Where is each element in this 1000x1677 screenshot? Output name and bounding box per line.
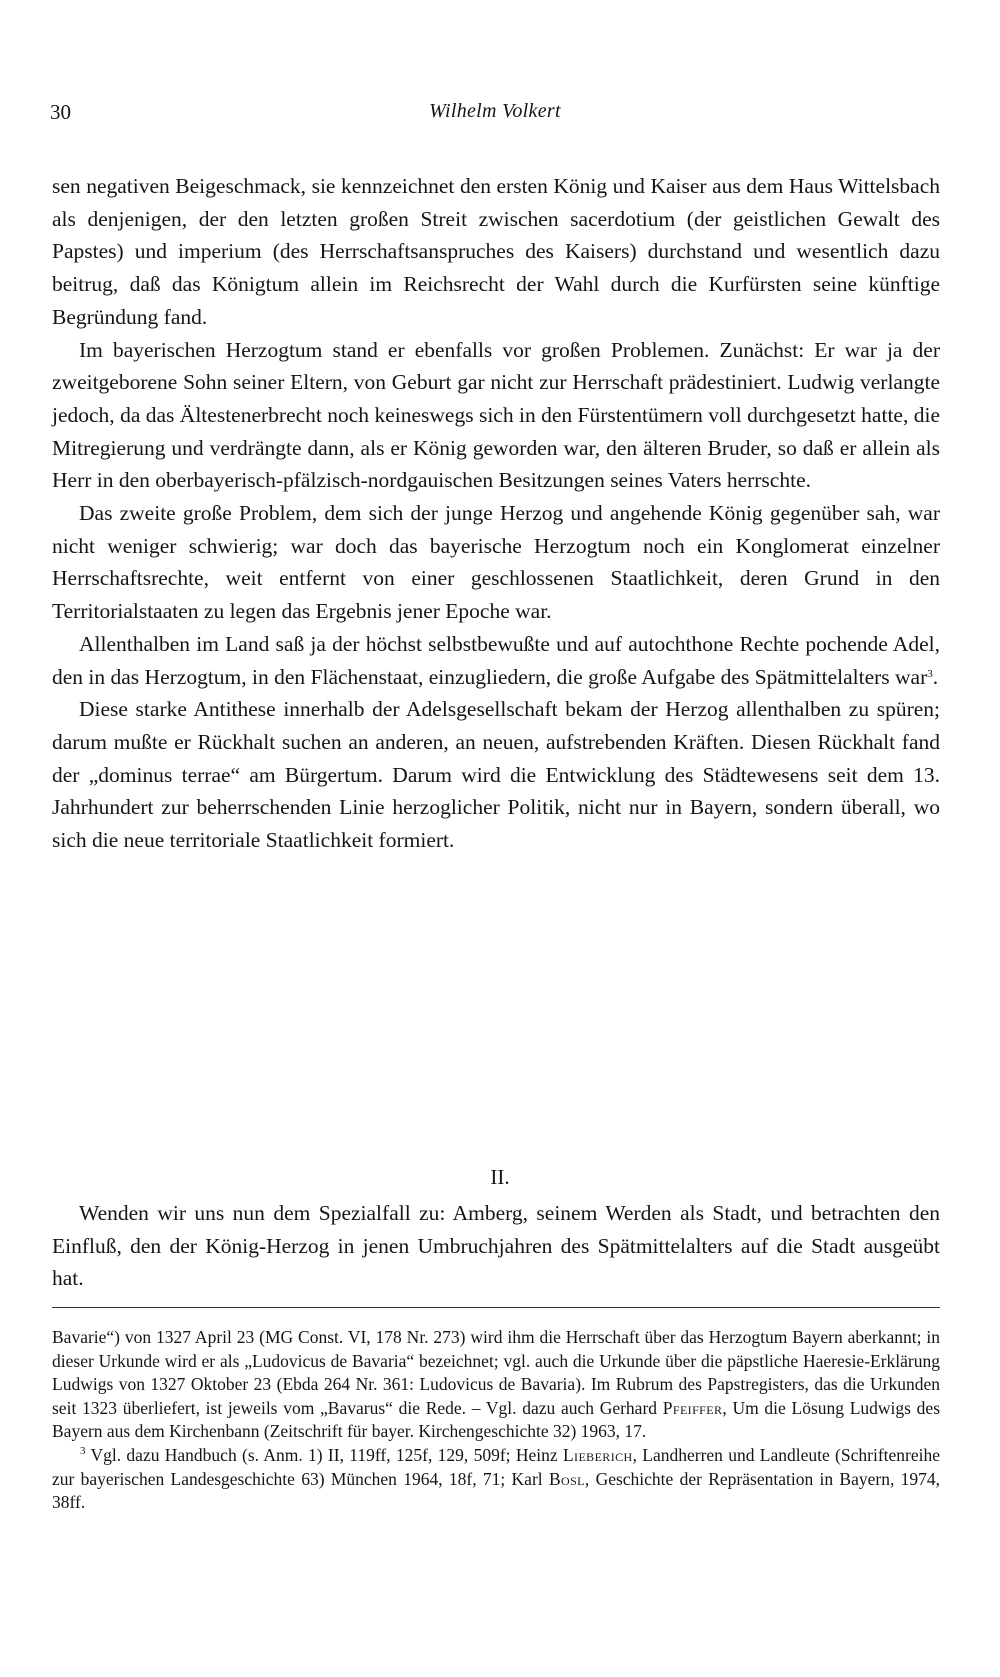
author-name: Bosl xyxy=(548,1468,585,1489)
running-head: Wilhelm Volkert xyxy=(429,100,561,122)
footnote-text: , Landherren und Landleute (Schriftenreihe zur bayerischen Landesgeschichte 63) München 1964, 18f, 71; Karl xyxy=(52,1444,941,1489)
footnotes xyxy=(52,1326,940,1515)
body-text xyxy=(52,170,940,857)
footnote-continuation xyxy=(52,1326,940,1444)
section-heading: II. xyxy=(490,1165,510,1189)
footnote-text: Vgl. dazu Handbuch (s. Anm. 1) II, 119ff, 125f, 129, 509f; Heinz xyxy=(85,1444,563,1465)
paragraph: Diese starke Antithese innerhalb der Adelsgesellschaft bekam der Herzog allenthalben zu spüren; darum mußte er Rückhalt suchen an anderen, an neuen, aufstrebenden Kräften. Diesen Rückhalt fand der „dominus terrae“ am Bürgertum. Darum wird die Entwicklung des Städtewesens seit dem 13. Jahrhundert zur beherrschenden Linie herzoglicher Politik, nicht nur in Bayern, sondern überall, wo sich die neue territoriale Staatlichkeit formiert. xyxy=(52,697,940,853)
paragraph-text: Allenthalben im Land saß ja der höchst selbstbewußte und auf autochthone Rechte pochende Adel, den in das Herzogtum, in den Flächenstaat, einzugliedern, die große Aufgabe des Spätmittelalters war xyxy=(52,631,940,689)
paragraph: Im bayerischen Herzogtum stand er ebenfalls vor großen Problemen. Zunächst: Er war ja der zweitgeborene Sohn seiner Eltern, von Geburt gar nicht zur Herrschaft prädestiniert. Ludwig verlangte jedoch, da das Ältestenerbrecht noch keineswegs sich in den Fürstentümern voll durchgesetzt hatte, die Mitregierung und verdrängte dann, als er König geworden war, den älteren Bruder, so daß er allein als Herr in den oberbayerisch-pfälzisch-nordgauischen Besitzungen seines Vaters herrschte. xyxy=(52,337,940,493)
page-header xyxy=(50,100,940,130)
footnote-3 xyxy=(52,1444,940,1515)
footnote-divider xyxy=(52,1307,940,1308)
footnote-number: 3 xyxy=(80,1444,86,1457)
footnote-reference: 3 xyxy=(927,667,933,680)
footnote-text: , Geschichte der Repräsentation in Bayern, 1974, 38ff. xyxy=(52,1468,940,1513)
page-number: 30 xyxy=(50,100,71,124)
footnote-text: , Um die Lösung Ludwigs des Bayern aus dem Kirchenbann (Zeitschrift für bayer. Kirchengeschichte 32) 1963, 17. xyxy=(52,1397,941,1442)
paragraph-end: . xyxy=(932,664,939,689)
section-body xyxy=(52,1197,940,1295)
paragraph: Wenden wir uns nun dem Spezialfall zu: Amberg, seinem Werden als Stadt, und betrachten den Einfluß, den der König-Herzog in jenen Umbruchjahren des Spätmittelalters auf die Stadt ausgeübt hat. xyxy=(52,1201,940,1291)
footnote-text: Bavarie“) von 1327 April 23 (MG Const. VI, 178 Nr. 273) wird ihm die Herrschaft über das Herzogtum Bayern aberkannt; in dieser Urkunde wird er als „Ludovicus de Bavaria“ bezeichnet; vgl. auch die Urkunde über die päpstliche Haeresie-Erklärung Ludwigs von 1327 Oktober 23 (Ebda 264 Nr. 361: Ludovicus de Bavaria). Im Rubrum des Papstregisters, das die Urkunden seit 1323 überliefert, ist jeweils vom „Bavarus“ die Rede. – Vgl. dazu auch Gerhard xyxy=(52,1327,940,1418)
paragraph xyxy=(52,628,940,693)
paragraph: sen negativen Beigeschmack, sie kennzeichnet den ersten König und Kaiser aus dem Haus Wittelsbach als denjenigen, der den letzten großen Streit zwischen sacerdotium (der geistlichen Gewalt des Papstes) und imperium (des Herrschaftsanspruches des Kaisers) durchstand und wesentlich dazu beitrug, daß das Königtum allein im Reichsrecht der Wahl durch die Kurfürsten seine künftige Begründung fand. xyxy=(52,174,940,329)
paragraph: Das zweite große Problem, dem sich der junge Herzog und angehende König gegenüber sah, war nicht weniger schwierig; war doch das bayerische Herzogtum noch ein Konglomerat einzelner Herrschaftsrechte, weit entfernt von einer geschlossenen Staatlichkeit, deren Grund in den Territorialstaaten zu legen das Ergebnis jener Epoche war. xyxy=(52,501,940,624)
author-name: Pfeiffer xyxy=(662,1397,723,1418)
author-name: Lieberich xyxy=(562,1444,633,1465)
